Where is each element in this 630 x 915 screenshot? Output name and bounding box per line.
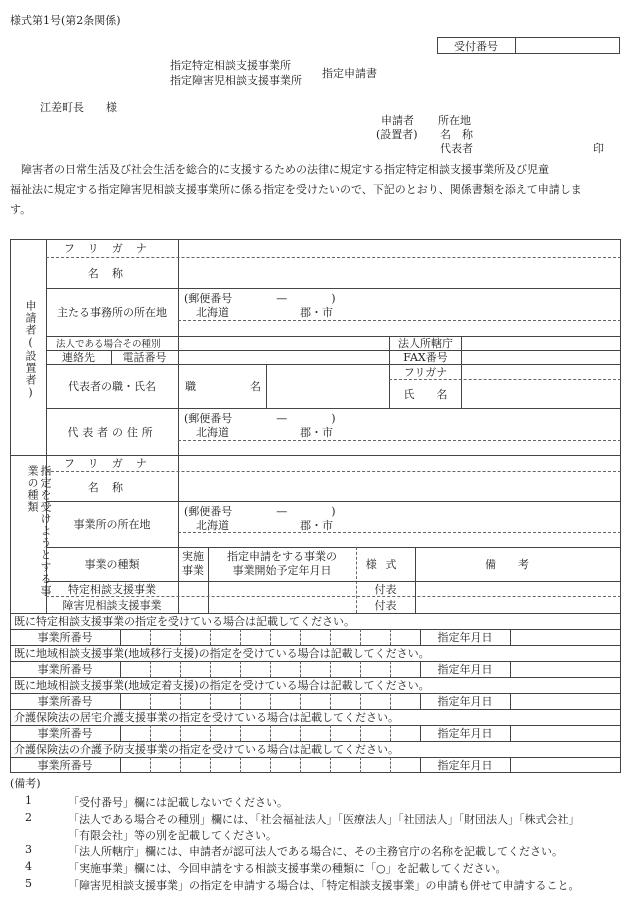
existing-office-digit-1-3[interactable] bbox=[181, 629, 209, 645]
note-2b: 「有限会社」等の別を記載してください。 bbox=[68, 829, 277, 842]
row-child-fuhyo: 付表 bbox=[374, 599, 397, 612]
existing-office-digit-1-7[interactable] bbox=[301, 629, 329, 645]
title-line1: 指定特定相談支援事業所 bbox=[170, 59, 291, 72]
existing-question-4: 介護保険法の居宅介護支援事業の指定を受けている場合は記載してください。 bbox=[14, 711, 399, 724]
notes-heading: (備考) bbox=[10, 777, 41, 790]
business-location-gun-shi: 郡・市 bbox=[300, 519, 333, 532]
note-3-num: 3 bbox=[25, 843, 32, 856]
existing-office-digit-5-6[interactable] bbox=[271, 757, 299, 773]
phone-field[interactable] bbox=[179, 350, 389, 364]
fax-field[interactable] bbox=[462, 350, 620, 364]
seal-mark: 印 bbox=[593, 142, 604, 155]
row-specific-biko[interactable] bbox=[416, 581, 620, 596]
existing-designated-date-label-5: 指定年月日 bbox=[437, 759, 493, 772]
existing-office-digit-4-3[interactable] bbox=[181, 725, 209, 741]
note-2: 「法人である場合その種別」欄には、「社会福祉法人」「医療法人」「社団法人」「財団法人」「株式会社」 bbox=[68, 813, 580, 826]
existing-office-digit-2-6[interactable] bbox=[271, 661, 299, 677]
existing-office-digit-4-5[interactable] bbox=[241, 725, 269, 741]
existing-office-digit-1-5[interactable] bbox=[241, 629, 269, 645]
corp-authority-field[interactable] bbox=[462, 336, 620, 350]
applicant-section-label: 申請者(設置者) bbox=[24, 300, 37, 400]
representative-title-name-label: 代表者の職・氏名 bbox=[68, 380, 156, 393]
existing-question-3: 既に地域相談支援事業(地域定着支援)の指定を受けている場合は記載してください。 bbox=[14, 679, 430, 692]
existing-office-digit-1-8[interactable] bbox=[331, 629, 359, 645]
row-specific-fuhyo: 付表 bbox=[374, 582, 397, 596]
existing-office-digit-5-7[interactable] bbox=[301, 757, 329, 773]
existing-office-digit-4-10[interactable] bbox=[391, 725, 419, 741]
receipt-number-label: 受付番号 bbox=[454, 39, 498, 53]
phone-label: 電話番号 bbox=[122, 351, 167, 364]
existing-office-digit-2-10[interactable] bbox=[391, 661, 419, 677]
business-name-label: 名称 bbox=[87, 480, 137, 494]
row-child-biko[interactable] bbox=[416, 597, 620, 613]
existing-office-digit-4-7[interactable] bbox=[301, 725, 329, 741]
jisshi-header: 実施 事業 bbox=[182, 550, 204, 577]
existing-designated-date-label-4: 指定年月日 bbox=[437, 727, 493, 740]
business-section-label: 指定を受けようとする事業の種類 bbox=[26, 465, 52, 597]
note-1-num: 1 bbox=[25, 794, 32, 807]
row-child-start[interactable] bbox=[209, 597, 355, 613]
existing-question-1: 既に特定相談支援事業の指定を受けている場合は記載してください。 bbox=[14, 615, 355, 628]
name-label: 名 称 bbox=[440, 128, 473, 141]
existing-question-5: 介護保険法の介護予防支援事業の指定を受けている場合は記載してください。 bbox=[14, 743, 399, 756]
rep-shimei-label: 氏 名 bbox=[403, 388, 448, 401]
existing-office-digit-4-6[interactable] bbox=[271, 725, 299, 741]
existing-office-number-label-2: 事業所番号 bbox=[37, 663, 93, 676]
corp-type-field[interactable] bbox=[179, 336, 389, 350]
rep-furigana-field[interactable] bbox=[462, 364, 620, 379]
existing-office-digit-1-2[interactable] bbox=[151, 629, 179, 645]
existing-office-digit-2-1[interactable] bbox=[121, 661, 149, 677]
existing-office-digit-3-6[interactable] bbox=[271, 693, 299, 709]
existing-office-digit-5-8[interactable] bbox=[331, 757, 359, 773]
existing-office-digit-5-4[interactable] bbox=[211, 757, 239, 773]
existing-office-digit-5-1[interactable] bbox=[121, 757, 149, 773]
existing-office-digit-1-1[interactable] bbox=[121, 629, 149, 645]
shoku-label: 職 bbox=[185, 380, 196, 393]
fax-label: FAX番号 bbox=[403, 351, 448, 364]
representative-title-field[interactable] bbox=[267, 364, 389, 408]
biko-header: 備考 bbox=[485, 558, 551, 571]
existing-office-digit-4-2[interactable] bbox=[151, 725, 179, 741]
rep-address-gun-shi: 郡・市 bbox=[300, 426, 333, 439]
main-office-address-field[interactable] bbox=[179, 321, 619, 335]
existing-office-number-label-1: 事業所番号 bbox=[37, 631, 93, 644]
existing-designated-date-label-3: 指定年月日 bbox=[437, 695, 493, 708]
existing-office-digit-2-9[interactable] bbox=[361, 661, 389, 677]
corp-type-label: 法人である場合その種別 bbox=[56, 339, 161, 350]
form-number: 様式第1号(第2条関係) bbox=[10, 14, 121, 27]
rep-address-label: 代表者の住所 bbox=[67, 425, 157, 439]
rep-address-hokkaido: 北海道 bbox=[196, 426, 229, 439]
existing-office-digit-3-7[interactable] bbox=[301, 693, 329, 709]
existing-office-digit-3-8[interactable] bbox=[331, 693, 359, 709]
existing-office-digit-2-7[interactable] bbox=[301, 661, 329, 677]
applicant-name-label: 名称 bbox=[87, 267, 137, 280]
existing-designated-date-field-4[interactable] bbox=[511, 725, 620, 741]
business-location-hokkaido: 北海道 bbox=[196, 519, 229, 532]
note-4: 「実施事業」欄には、今回申請をする相談支援事業の種類に「○」を記載してください。 bbox=[68, 862, 507, 875]
applicant-label: 申請者 bbox=[381, 114, 414, 127]
row-child-jisshi[interactable] bbox=[179, 597, 207, 613]
corp-authority-label: 法人所轄庁 bbox=[398, 337, 453, 350]
address-label: 所在地 bbox=[438, 114, 471, 127]
addressee: 江差町長 様 bbox=[40, 101, 117, 114]
existing-office-digit-5-5[interactable] bbox=[241, 757, 269, 773]
existing-office-digit-3-2[interactable] bbox=[151, 693, 179, 709]
row-specific-start[interactable] bbox=[209, 581, 355, 596]
existing-office-digit-3-5[interactable] bbox=[241, 693, 269, 709]
existing-office-digit-3-1[interactable] bbox=[121, 693, 149, 709]
existing-designated-date-field-1[interactable] bbox=[511, 629, 620, 645]
existing-designated-date-label-1: 指定年月日 bbox=[437, 631, 493, 644]
existing-office-digit-4-9[interactable] bbox=[361, 725, 389, 741]
rep-address-postal: (郵便番号 — ) bbox=[184, 412, 336, 425]
mei-label: 名 bbox=[250, 380, 261, 393]
receipt-number-field[interactable] bbox=[516, 37, 620, 54]
main-office-hokkaido: 北海道 bbox=[196, 306, 229, 319]
existing-office-digit-4-1[interactable] bbox=[121, 725, 149, 741]
existing-office-digit-2-2[interactable] bbox=[151, 661, 179, 677]
existing-office-number-label-4: 事業所番号 bbox=[37, 727, 93, 740]
row-specific-consult: 特定相談支援事業 bbox=[68, 582, 156, 596]
existing-office-digit-2-5[interactable] bbox=[241, 661, 269, 677]
business-furigana-field[interactable] bbox=[179, 456, 619, 471]
existing-designated-date-label-2: 指定年月日 bbox=[437, 663, 493, 676]
business-name-field[interactable] bbox=[179, 472, 619, 501]
note-2-num: 2 bbox=[25, 811, 32, 824]
business-location-label: 事業所の所在地 bbox=[73, 518, 151, 531]
existing-office-digit-3-4[interactable] bbox=[211, 693, 239, 709]
main-office-postal: (郵便番号 — ) bbox=[184, 292, 336, 305]
existing-office-digit-1-6[interactable] bbox=[271, 629, 299, 645]
existing-designated-date-field-5[interactable] bbox=[511, 757, 620, 773]
existing-office-digit-5-10[interactable] bbox=[391, 757, 419, 773]
business-location-postal: (郵便番号 — ) bbox=[184, 505, 336, 518]
main-office-gun-shi: 郡・市 bbox=[300, 306, 333, 319]
title-line2: 指定障害児相談支援事業所 bbox=[170, 74, 302, 87]
existing-office-digit-4-4[interactable] bbox=[211, 725, 239, 741]
existing-office-digit-1-10[interactable] bbox=[391, 629, 419, 645]
existing-office-digit-3-3[interactable] bbox=[181, 693, 209, 709]
existing-office-digit-5-3[interactable] bbox=[181, 757, 209, 773]
applicant-furigana-field[interactable] bbox=[179, 240, 619, 256]
establisher-label: (設置者) bbox=[376, 128, 418, 141]
applicant-furigana-label: フリガナ bbox=[63, 242, 161, 255]
row-specific-jisshi[interactable] bbox=[179, 581, 207, 596]
note-5: 「障害児相談支援事業」の指定を申請する場合は、「特定相談支援事業」の申請も併せて申請すること。 bbox=[68, 879, 580, 892]
existing-designated-date-field-2[interactable] bbox=[511, 661, 620, 677]
title-suffix: 指定申請書 bbox=[322, 67, 377, 80]
business-furigana-label: フリガナ bbox=[63, 457, 161, 470]
existing-office-digit-4-8[interactable] bbox=[331, 725, 359, 741]
existing-designated-date-field-3[interactable] bbox=[511, 693, 620, 709]
existing-office-digit-5-9[interactable] bbox=[361, 757, 389, 773]
existing-office-digit-2-3[interactable] bbox=[181, 661, 209, 677]
existing-question-2: 既に地域相談支援事業(地域移行支援)の指定を受けている場合は記載してください。 bbox=[14, 647, 430, 660]
note-4-num: 4 bbox=[25, 860, 32, 873]
note-5-num: 5 bbox=[25, 877, 32, 890]
representative-label: 代表者 bbox=[440, 142, 473, 155]
main-office-label: 主たる事務所の所在地 bbox=[57, 306, 167, 319]
applicant-name-field[interactable] bbox=[179, 258, 619, 288]
existing-office-digit-2-8[interactable] bbox=[331, 661, 359, 677]
business-location-field[interactable] bbox=[179, 533, 619, 546]
rep-address-field[interactable] bbox=[179, 441, 619, 454]
existing-office-number-label-5: 事業所番号 bbox=[37, 759, 93, 772]
existing-office-digit-3-10[interactable] bbox=[391, 693, 419, 709]
note-1: 「受付番号」欄には記載しないでください。 bbox=[68, 796, 288, 809]
existing-office-digit-3-9[interactable] bbox=[361, 693, 389, 709]
intro-text: 障害者の日常生活及び社会生活を総合的に支援するための法律に規定する指定特定相談支援事業所及び児童 福祉法に規定する指定障害児相談支援事業所に係る指定を受けたいので、下記のとおり、関係書類を添えて申請しま す。 bbox=[10, 163, 582, 216]
existing-office-digit-2-4[interactable] bbox=[211, 661, 239, 677]
note-3: 「法人所轄庁」欄には、申請者が認可法人である場合に、その主務官庁の名称を記載してください。 bbox=[68, 845, 563, 858]
row-child-consult: 障害児相談支援事業 bbox=[62, 599, 162, 612]
start-date-header: 指定申請をする事業の 事業開始予定年月日 bbox=[227, 550, 337, 577]
existing-office-digit-5-2[interactable] bbox=[151, 757, 179, 773]
yoshiki-header: 様式 bbox=[365, 558, 406, 571]
existing-office-digit-1-9[interactable] bbox=[361, 629, 389, 645]
existing-office-number-label-3: 事業所番号 bbox=[37, 695, 93, 708]
existing-office-digit-1-4[interactable] bbox=[211, 629, 239, 645]
business-type-header: 事業の種類 bbox=[84, 558, 140, 571]
rep-furigana-label: フリガナ bbox=[403, 365, 448, 379]
contact-label: 連絡先 bbox=[62, 351, 95, 364]
rep-shimei-field[interactable] bbox=[462, 380, 620, 408]
